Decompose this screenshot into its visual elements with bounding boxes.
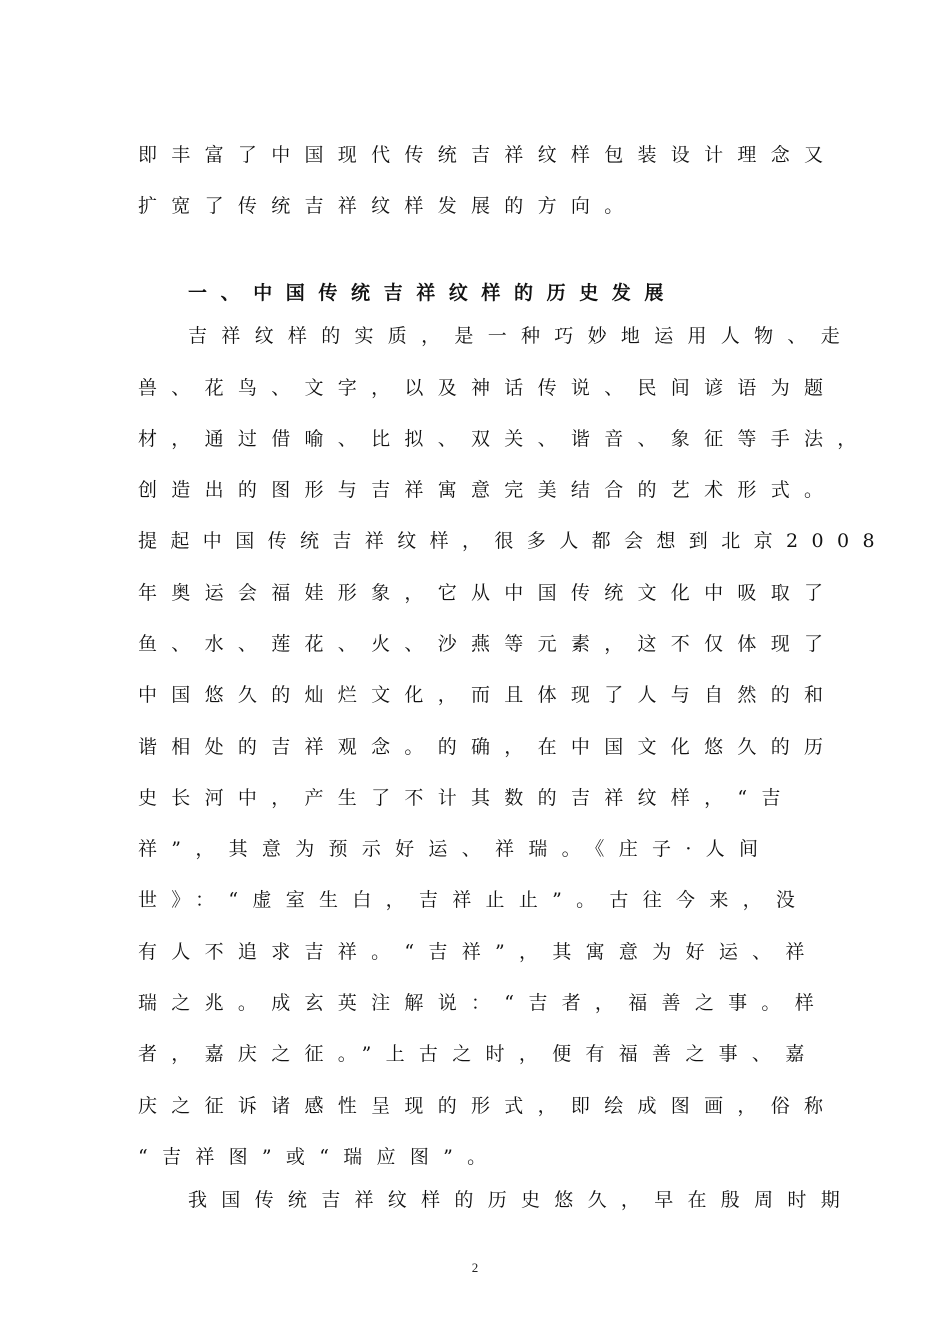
body-line: 吉祥纹样的实质，是一种巧妙地运用人物、走 bbox=[188, 325, 855, 347]
body-line: 提起中国传统吉祥纹样，很多人都会想到北京2008 bbox=[138, 530, 888, 552]
intro-line-2: 扩宽了传统吉祥纹样发展的方向。 bbox=[138, 195, 638, 217]
body-line: “吉祥图”或“瑞应图”。 bbox=[138, 1146, 501, 1168]
body-line: 世》：“虚室生白，吉祥止止”。古往今来，没 bbox=[138, 889, 810, 911]
body-line: 兽、花鸟、文字，以及神话传说、民间谚语为题 bbox=[138, 377, 838, 399]
section-heading: 一、中国传统吉祥纹样的历史发展 bbox=[188, 282, 678, 304]
page-number: 2 bbox=[471, 1260, 479, 1275]
body-line: 有人不追求吉祥。“吉祥”，其寓意为好运、祥 bbox=[138, 941, 819, 963]
body-line: 史长河中，产生了不计其数的吉祥纹样，“吉 bbox=[138, 787, 795, 809]
body-line: 谐相处的吉祥观念。的确，在中国文化悠久的历 bbox=[138, 736, 838, 758]
body-line: 鱼、水、莲花、火、沙燕等元素，这不仅体现了 bbox=[138, 633, 838, 655]
body-line: 祥”，其意为预示好运、祥瑞。《庄子·人间 bbox=[138, 838, 773, 860]
body-line: 材，通过借喻、比拟、双关、谐音、象征等手法， bbox=[138, 428, 871, 450]
body-line: 庆之征诉诸感性呈现的形式，即绘成图画，俗称 bbox=[138, 1095, 838, 1117]
body-line: 者，嘉庆之征。”上古之时，便有福善之事、嘉 bbox=[138, 1043, 819, 1065]
body-line: 创造出的图形与吉祥寓意完美结合的艺术形式。 bbox=[138, 479, 838, 501]
intro-line-1: 即丰富了中国现代传统吉祥纹样包装设计理念又 bbox=[138, 144, 838, 166]
body-line: 瑞之兆。成玄英注解说：“吉者，福善之事。样 bbox=[138, 992, 829, 1014]
body-line: 年奥运会福娃形象，它从中国传统文化中吸取了 bbox=[138, 582, 838, 604]
body-line: 中国悠久的灿烂文化，而且体现了人与自然的和 bbox=[138, 684, 838, 706]
paragraph-start-line: 我国传统吉祥纹样的历史悠久，早在殷周时期 bbox=[188, 1189, 855, 1211]
